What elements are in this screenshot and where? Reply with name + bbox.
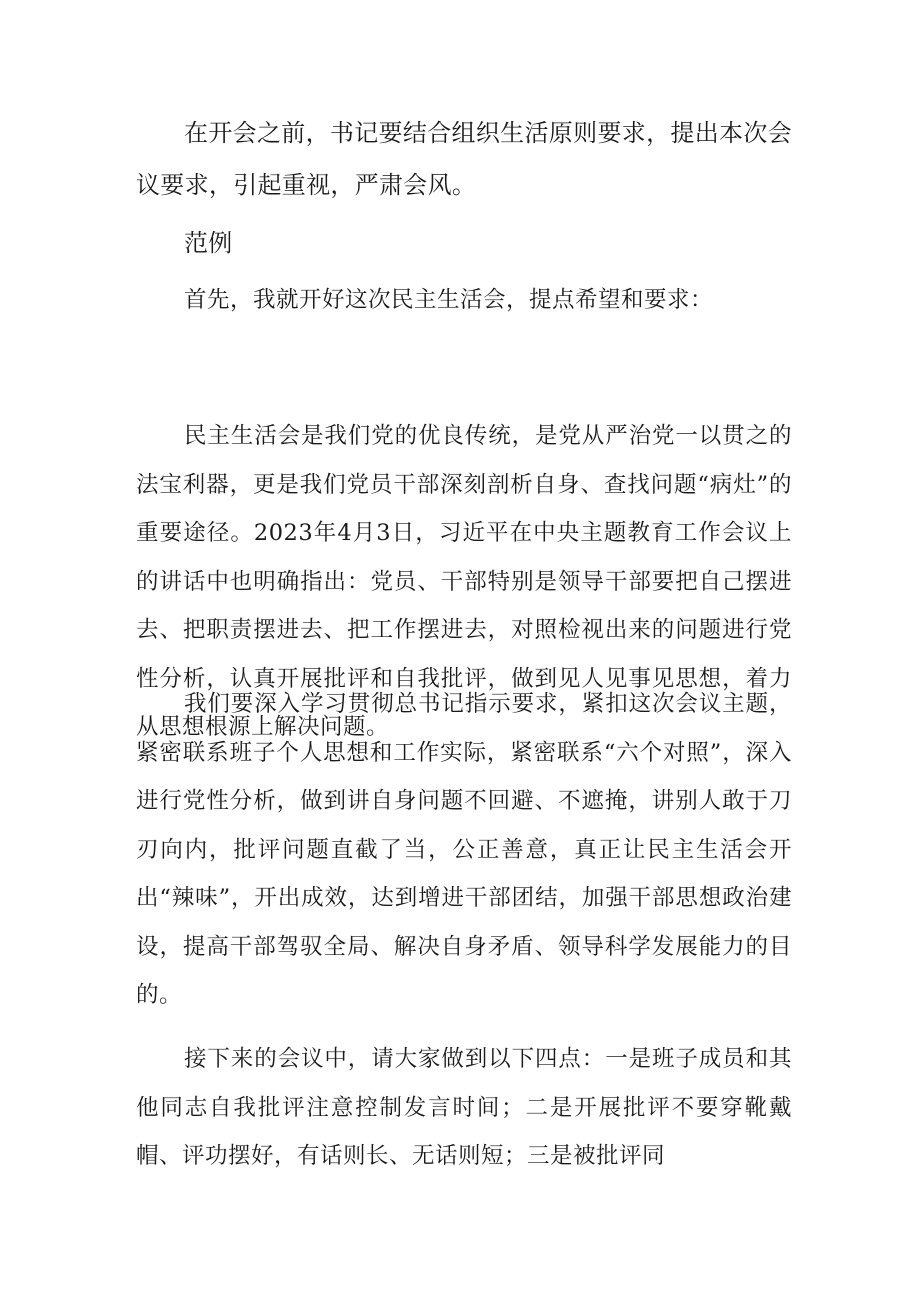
example-heading: 范例 [184,229,233,257]
body-paragraph-requirements: 我们要深入学习贯彻总书记指示要求，紧扣这次会议主题，紧密联系班子个人思想和工作实际，紧密联系“六个对照”，深入进行党性分析，做到讲自身问题不回避、不遮掩，讲别人敢于刀刃向内，批评问题直截了当，公正善意，真正让民主生活会开出“辣味”，开出成效，达到增进干部团结，加强干部思想政治建设，提高干部驾驭全局、解决自身矛盾、领导科学发展能力的目的。 [136,691,792,1008]
body-paragraph-tradition: 民主生活会是我们党的优良传统，是党从严治党一以贯之的法宝利器，更是我们党员干部深刻剖析自身、查找问题“病灶”的重要途径。2023年4月3日，习近平在中央主题教育工作会议上的讲话中也明确指出：党员、干部特别是领导干部要把自己摆进去、把职责摆进去、把工作摆进去，对照检视出来的问题进行党性分析，认真开展批评和自我批评，做到见人见事见思想，着力从思想根源上解决问题。 [136,423,792,740]
intro-instruction-paragraph: 在开会之前，书记要结合组织生活原则要求，提出本次会议要求，引起重视，严肃会风。 [136,119,792,199]
opening-remark-paragraph: 首先，我就开好这次民主生活会，提点希望和要求： [184,287,714,313]
body-paragraph-four-points: 接下来的会议中，请大家做到以下四点：一是班子成员和其他同志自我批评注意控制发言时间；二是开展批评不要穿靴戴帽、评功摆好，有话则长、无话则短；三是被批评同 [136,1046,792,1169]
